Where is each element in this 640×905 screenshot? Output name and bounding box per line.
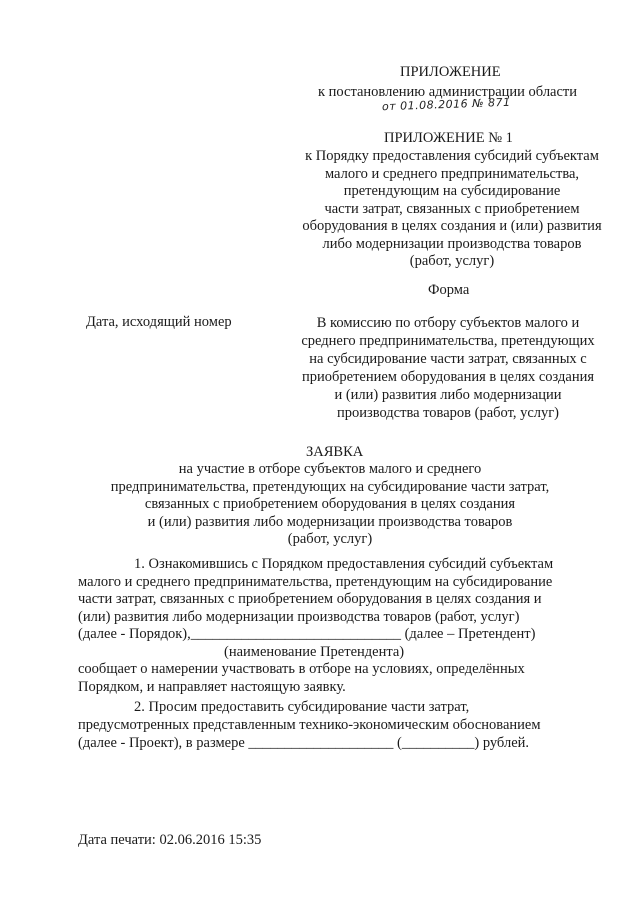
appendix-subtitle: к постановлению администрации области: [318, 84, 578, 100]
application-subtitle: [80, 461, 580, 549]
paragraph1-line: (или) развития либо модернизации производства товаров (работ, услуг): [78, 608, 520, 625]
addressee-line: В комиссию по отбору субъектов малого и: [316, 315, 580, 331]
appendix1-line: (работ, услуг): [409, 253, 495, 269]
paragraph1-line: сообщает о намерении участвовать в отборе на условиях, определённых: [78, 661, 525, 677]
paragraph1-line: части затрат, связанных с приобретением оборудования в целях создания и: [78, 591, 542, 607]
print-date: Дата печати: 02.06.2016 15:35: [78, 832, 262, 848]
appendix1-line: оборудования в целях создания и (или) развития: [302, 218, 602, 234]
addressee-line: среднего предпринимательства, претендующих: [301, 333, 595, 349]
date-outgoing-number-label: Дата, исходящий номер: [86, 314, 232, 330]
application-title: ЗАЯВКА: [306, 444, 364, 460]
appendix1-line: претендующим на субсидирование: [343, 183, 561, 199]
paragraph1-line: 1. Ознакомившись с Порядком предоставления субсидий субъектам: [134, 556, 554, 572]
handwritten-date: от 01.08.2016 № 871: [381, 95, 511, 114]
paragraph1-line: Порядком, и направляет настоящую заявку.: [78, 678, 346, 695]
paragraph2-line: (далее - Проект), в размере ____________________ (__________) рублей.: [78, 735, 530, 751]
subtitle-line: и (или) развития либо модернизации производства товаров: [147, 513, 513, 530]
form-label: Форма: [428, 282, 470, 298]
addressee-line: и (или) развития либо модернизации: [334, 387, 562, 403]
appendix1-line: малого и среднего предпринимательства,: [324, 165, 580, 182]
appendix1-line: к Порядку предоставления субсидий субъектам: [305, 148, 599, 164]
paragraph1-line: малого и среднего предпринимательства, претендующим на субсидирование: [78, 573, 553, 590]
appendix1-title: ПРИЛОЖЕНИЕ № 1: [384, 130, 513, 146]
addressee-line: на субсидирование части затрат, связанных с: [309, 351, 587, 367]
paragraph-1: [78, 556, 590, 696]
subtitle-line: на участие в отборе субъектов малого и среднего: [178, 461, 482, 477]
subtitle-line: (работ, услуг): [287, 531, 373, 547]
appendix-title: ПРИЛОЖЕНИЕ: [400, 64, 501, 80]
addressee-line: производства товаров (работ, услуг): [336, 405, 560, 421]
paragraph2-line: 2. Просим предоставить субсидирование части затрат,: [134, 699, 470, 715]
addressee-block: [286, 314, 610, 422]
addressee-line: приобретением оборудования в целях создания: [301, 369, 595, 385]
appendix1-line: либо модернизации производства товаров: [322, 235, 582, 252]
paragraph1-line: (далее - Порядок),_____________________________ (далее – Претендент): [78, 626, 536, 642]
subtitle-line: предпринимательства, претендующих на субсидирование части затрат,: [110, 478, 550, 495]
appendix1-line: части затрат, связанных с приобретением: [324, 200, 580, 217]
appendix1-text: [282, 148, 622, 271]
applicant-name-caption: (наименование Претендента): [224, 643, 405, 660]
paragraph2-line: предусмотренных представленным технико-экономическим обоснованием: [78, 717, 541, 733]
subtitle-line: связанных с приобретением оборудования в целях создания: [144, 496, 516, 512]
paragraph-2: [78, 698, 590, 752]
